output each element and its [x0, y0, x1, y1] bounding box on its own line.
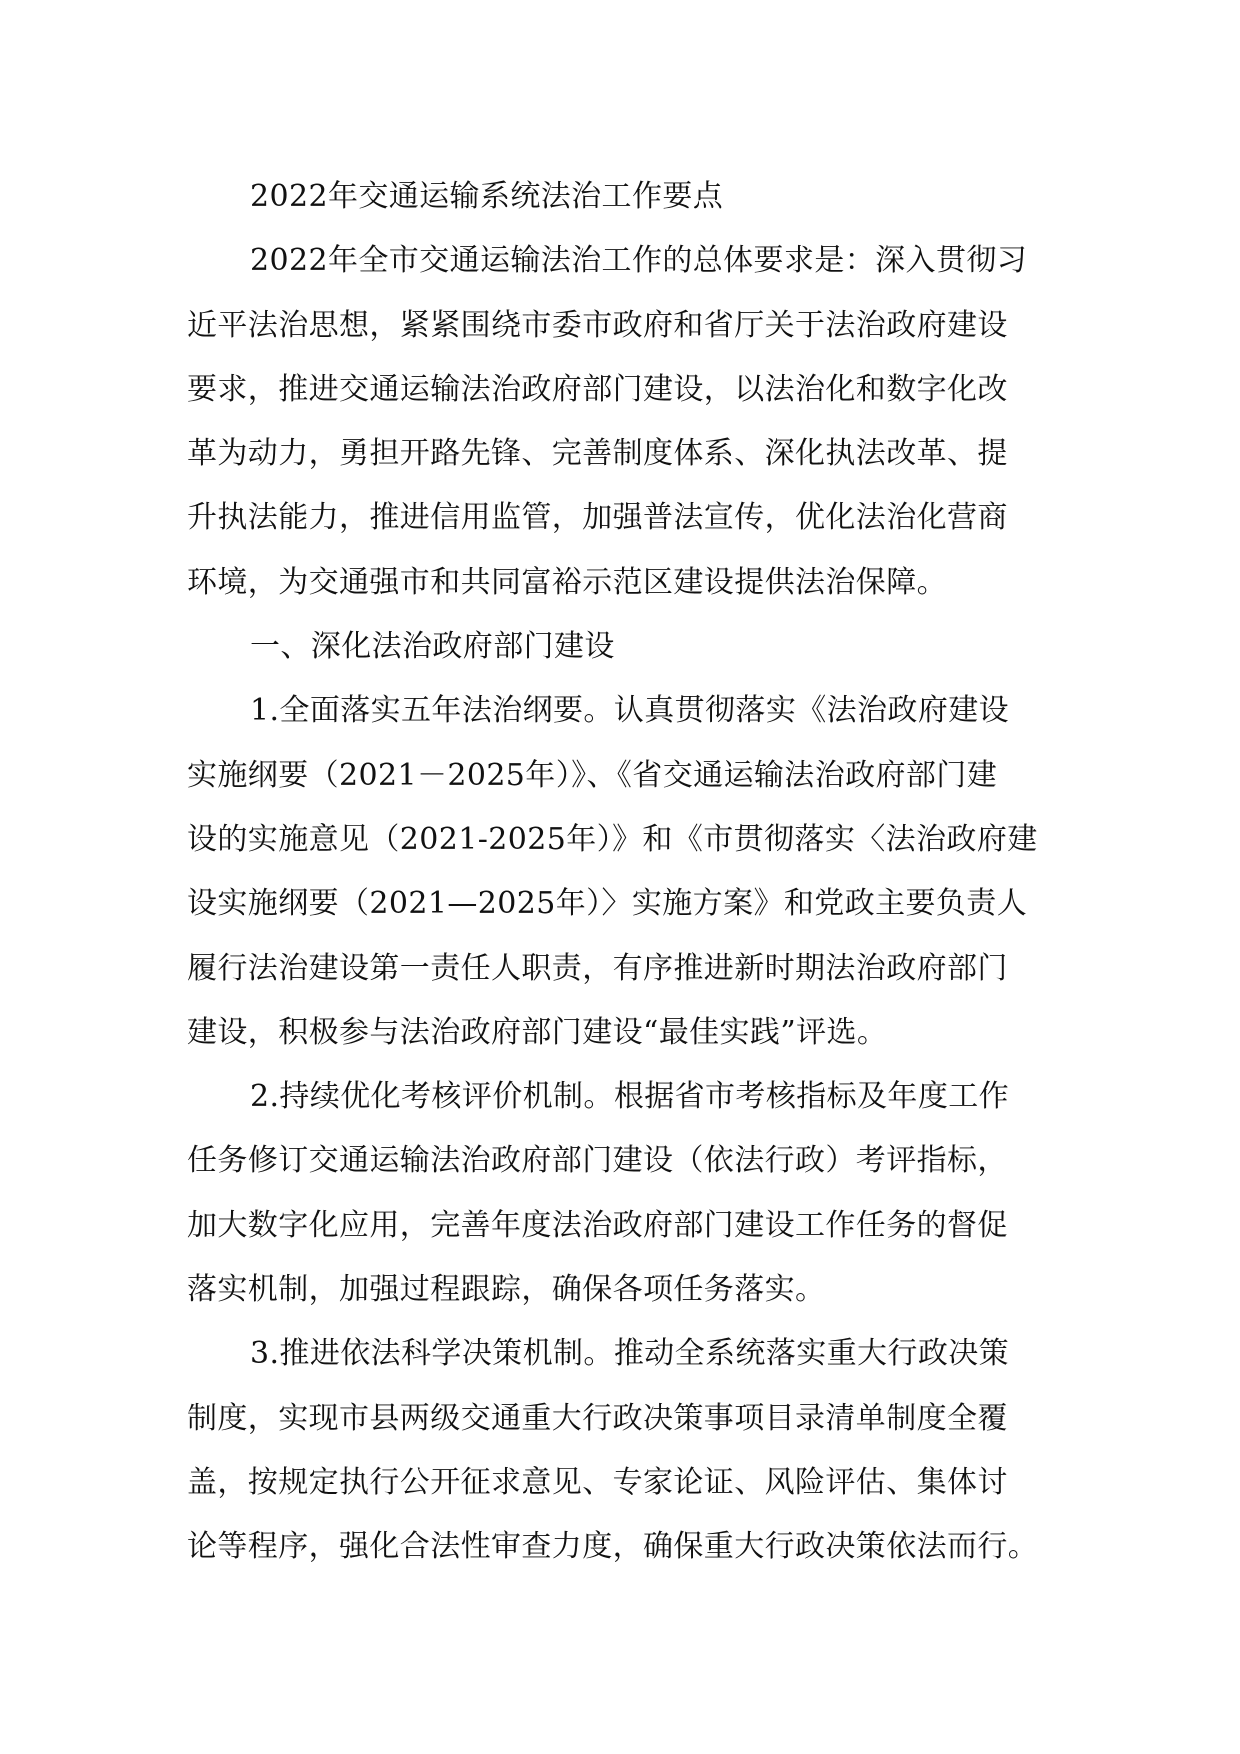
item-1-line: 实施纲要（2021－2025年）》、《省交通运输法治政府部门建: [187, 757, 998, 793]
item-2-line: 加大数字化应用，完善年度法治政府部门建设工作任务的督促: [187, 1207, 1008, 1243]
intro-paragraph: [187, 229, 1087, 615]
document-body: [187, 165, 1087, 1580]
intro-line: 2022年全市交通运输法治工作的总体要求是：深入贯彻习: [250, 243, 1028, 279]
document-title: 2022年交通运输系统法治工作要点: [250, 179, 724, 214]
item-2-line: 2.持续优化考核评价机制。根据省市考核指标及年度工作: [250, 1079, 1010, 1115]
item-2-line: 落实机制，加强过程跟踪，确保各项任务落实。: [187, 1272, 826, 1308]
item-3-paragraph: [187, 1322, 1087, 1579]
intro-line: 要求，推进交通运输法治政府部门建设，以法治化和数字化改: [187, 371, 1008, 407]
item-1-line: 设的实施意见（2021-2025年）》和《市贯彻落实〈法治政府建: [187, 821, 1038, 857]
intro-line: 环境，为交通强市和共同富裕示范区建设提供法治保障。: [187, 564, 947, 600]
item-3-line: 论等程序，强化合法性审查力度，确保重大行政决策依法而行。: [187, 1529, 1039, 1565]
item-1-line: 履行法治建设第一责任人职责，有序推进新时期法治政府部门: [187, 950, 1008, 986]
item-3-line: 3.推进依法科学决策机制。推动全系统落实重大行政决策: [250, 1336, 1010, 1372]
item-2-paragraph: [187, 1065, 1087, 1322]
item-1-paragraph: [187, 679, 1087, 1065]
intro-line: 近平法治思想，紧紧围绕市委市政府和省厅关于法治政府建设: [187, 307, 1008, 343]
item-2-line: 任务修订交通运输法治政府部门建设（依法行政）考评指标，: [187, 1143, 1008, 1179]
item-1-line: 设实施纲要（2021—2025年）〉实施方案》和党政主要负责人: [187, 886, 1028, 922]
item-3-line: 制度，实现市县两级交通重大行政决策事项目录清单制度全覆: [187, 1400, 1008, 1436]
section-heading: 一、深化法治政府部门建设: [250, 629, 615, 665]
intro-line: 升执法能力，推进信用监管，加强普法宣传，优化法治化营商: [187, 500, 1008, 536]
intro-line: 革为动力，勇担开路先锋、完善制度体系、深化执法改革、提: [187, 436, 1008, 472]
item-1-line: 建设，积极参与法治政府部门建设“最佳实践”评选。: [187, 1014, 888, 1050]
item-1-line: 1.全面落实五年法治纲要。认真贯彻落实《法治政府建设: [250, 693, 1010, 729]
item-3-line: 盖，按规定执行公开征求意见、专家论证、风险评估、集体讨: [187, 1464, 1008, 1500]
